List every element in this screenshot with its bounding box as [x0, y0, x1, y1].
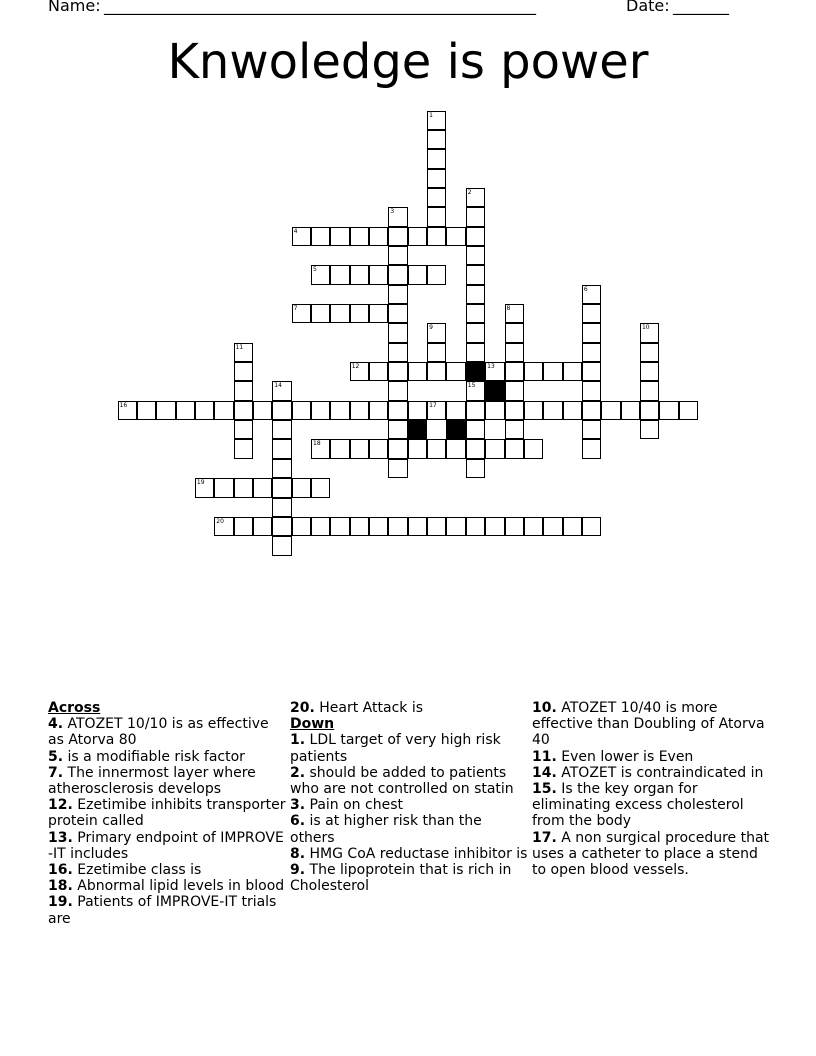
grid-cell[interactable] — [505, 323, 524, 342]
grid-cell[interactable] — [524, 362, 543, 381]
grid-cell[interactable] — [427, 227, 446, 246]
grid-cell[interactable] — [330, 439, 349, 458]
grid-cell[interactable] — [272, 401, 291, 420]
clue-item — [532, 830, 772, 879]
clue-item-number: 1. — [290, 732, 306, 749]
grid-cell[interactable] — [253, 478, 272, 497]
grid-cell[interactable] — [466, 246, 485, 265]
clue-item — [532, 749, 772, 765]
grid-cell[interactable] — [234, 439, 253, 458]
grid-cell[interactable] — [466, 265, 485, 284]
clue-item — [48, 894, 288, 926]
clue-item — [290, 765, 530, 797]
grid-cell[interactable] — [292, 517, 311, 536]
clue-number: 12 — [351, 363, 360, 371]
grid-cell[interactable] — [369, 517, 388, 536]
clue-number: 2 — [467, 188, 472, 196]
grid-cell[interactable] — [234, 478, 253, 497]
grid-cell[interactable] — [388, 285, 407, 304]
clue-column-2 — [290, 700, 530, 894]
clue-item — [290, 813, 530, 845]
grid-cell[interactable] — [330, 401, 349, 420]
grid-cell[interactable] — [543, 362, 562, 381]
grid-cell[interactable] — [369, 227, 388, 246]
grid-cell[interactable] — [582, 439, 601, 458]
grid-cell[interactable] — [505, 381, 524, 400]
black-cell — [408, 420, 427, 439]
clue-item-number: 2. — [290, 764, 306, 781]
grid-cell[interactable] — [524, 401, 543, 420]
clue-column-1 — [48, 700, 288, 927]
clue-number: 8 — [506, 305, 511, 312]
grid-cell[interactable] — [311, 517, 330, 536]
grid-cell[interactable] — [466, 323, 485, 342]
grid-cell[interactable] — [466, 420, 485, 439]
grid-cell[interactable] — [272, 439, 291, 458]
puzzle-title: Knwoledge is power — [167, 34, 649, 90]
grid-cell[interactable] — [466, 304, 485, 323]
grid-cell[interactable] — [466, 517, 485, 536]
grid-cell[interactable] — [427, 265, 446, 284]
clue-number: 6 — [583, 285, 588, 293]
grid-cell[interactable] — [427, 323, 446, 342]
grid-cell[interactable] — [253, 517, 272, 536]
grid-cell[interactable] — [388, 439, 407, 458]
grid-cell[interactable] — [659, 401, 678, 420]
clue-item-text: Even lower is Even — [556, 748, 694, 765]
clue-item-number: 14. — [532, 764, 557, 781]
grid-cell[interactable] — [446, 439, 465, 458]
grid-cell[interactable] — [582, 323, 601, 342]
clue-item-number: 7. — [48, 764, 64, 781]
clue-item-number: 15. — [532, 781, 557, 798]
grid-cell[interactable] — [272, 381, 291, 400]
grid-cell[interactable] — [369, 401, 388, 420]
clue-item — [532, 765, 772, 781]
clue-item-text: Pain on chest — [305, 797, 403, 814]
clue-number: 16 — [119, 401, 128, 409]
grid-cell[interactable] — [292, 478, 311, 497]
grid-cell[interactable] — [640, 362, 659, 381]
clue-item-number: 8. — [290, 845, 306, 862]
grid-cell[interactable] — [311, 304, 330, 323]
clue-item-text: Is the key organ for eliminating excess cholesterol from the body — [532, 781, 744, 830]
grid-cell[interactable] — [311, 265, 330, 284]
grid-cell[interactable] — [582, 401, 601, 420]
grid-cell[interactable] — [466, 343, 485, 362]
grid-cell[interactable] — [214, 517, 233, 536]
grid-cell[interactable] — [408, 439, 427, 458]
grid-cell[interactable] — [505, 439, 524, 458]
clue-number: 5 — [313, 266, 317, 274]
grid-cell[interactable] — [679, 401, 698, 420]
grid-cell[interactable] — [272, 517, 291, 536]
grid-cell[interactable] — [176, 401, 195, 420]
grid-cell[interactable] — [408, 227, 427, 246]
grid-cell[interactable] — [427, 111, 446, 130]
clue-item-number: 4. — [48, 716, 64, 733]
clue-item — [48, 765, 288, 797]
grid-cell[interactable] — [505, 343, 524, 362]
grid-cell[interactable] — [234, 401, 253, 420]
clue-number: 15 — [467, 382, 476, 390]
grid-cell[interactable] — [640, 381, 659, 400]
grid-cell[interactable] — [330, 304, 349, 323]
grid-cell[interactable] — [369, 304, 388, 323]
grid-cell[interactable] — [234, 343, 253, 362]
clue-item-number: 13. — [48, 829, 73, 846]
clue-number: 4 — [293, 227, 298, 235]
clue-item-number: 12. — [48, 797, 73, 814]
clue-item — [532, 781, 772, 830]
grid-cell[interactable] — [466, 207, 485, 226]
grid-cell[interactable] — [640, 420, 659, 439]
grid-cell[interactable] — [427, 343, 446, 362]
clue-item-number: 19. — [48, 894, 73, 911]
clue-item — [290, 846, 530, 862]
name-label: Name: — [48, 0, 101, 15]
clue-item-text: HMG CoA reductase inhibitor is — [305, 845, 528, 862]
grid-cell[interactable] — [427, 362, 446, 381]
grid-cell[interactable] — [408, 362, 427, 381]
clue-item — [290, 862, 530, 894]
clue-item-text: ATOZET 10/40 is more effective than Doubling of Atorva 40 — [532, 700, 765, 749]
grid-cell[interactable] — [466, 285, 485, 304]
clue-item-number: 18. — [48, 878, 73, 895]
grid-cell[interactable] — [582, 420, 601, 439]
grid-cell[interactable] — [330, 517, 349, 536]
grid-cell[interactable] — [388, 304, 407, 323]
grid-cell[interactable] — [388, 265, 407, 284]
grid-cell[interactable] — [272, 459, 291, 478]
clue-number: 10 — [641, 324, 650, 332]
grid-cell[interactable] — [427, 130, 446, 149]
grid-cell[interactable] — [214, 478, 233, 497]
grid-cell[interactable] — [350, 265, 369, 284]
clue-item-text: is at higher risk than the others — [290, 813, 482, 846]
clue-item-number: 6. — [290, 813, 306, 830]
grid-cell[interactable] — [485, 517, 504, 536]
clue-item-text: Heart Attack is — [314, 700, 424, 716]
grid-cell[interactable] — [350, 401, 369, 420]
grid-cell[interactable] — [446, 517, 465, 536]
across-heading: Across — [48, 700, 101, 716]
grid-cell[interactable] — [369, 362, 388, 381]
grid-cell[interactable] — [582, 362, 601, 381]
grid-cell[interactable] — [388, 362, 407, 381]
grid-cell[interactable] — [582, 381, 601, 400]
grid-cell[interactable] — [563, 401, 582, 420]
grid-cell[interactable] — [466, 459, 485, 478]
down-heading: Down — [290, 716, 335, 733]
clue-number: 3 — [390, 208, 395, 216]
grid-cell[interactable] — [408, 517, 427, 536]
name-field[interactable]: ______________________________________________________ — [104, 0, 536, 15]
grid-cell[interactable] — [311, 478, 330, 497]
grid-cell[interactable] — [292, 227, 311, 246]
clue-number: 13 — [487, 363, 495, 371]
grid-cell[interactable] — [446, 362, 465, 381]
grid-cell[interactable] — [485, 401, 504, 420]
grid-cell[interactable] — [524, 517, 543, 536]
clue-item — [290, 797, 530, 813]
grid-cell[interactable] — [446, 227, 465, 246]
grid-cell[interactable] — [466, 401, 485, 420]
clue-item-text: Ezetimibe inhibits transporter protein called — [48, 797, 286, 830]
grid-cell[interactable] — [446, 401, 465, 420]
clue-item-number: 10. — [532, 700, 557, 716]
grid-cell[interactable] — [408, 401, 427, 420]
clue-item — [48, 716, 288, 748]
clue-item — [48, 862, 288, 878]
grid-cell[interactable] — [563, 362, 582, 381]
clue-number: 7 — [293, 305, 298, 312]
grid-cell[interactable] — [195, 478, 214, 497]
clue-item-text: Ezetimibe class is — [72, 862, 202, 879]
clue-item — [290, 700, 530, 716]
clue-item-number: 17. — [532, 829, 557, 846]
grid-cell[interactable] — [350, 362, 369, 381]
grid-cell[interactable] — [466, 227, 485, 246]
grid-cell[interactable] — [427, 169, 446, 188]
clue-item-text: Primary endpoint of IMPROVE -IT includes — [48, 829, 284, 862]
grid-cell[interactable] — [524, 439, 543, 458]
clue-item — [48, 749, 288, 765]
grid-cell[interactable] — [388, 459, 407, 478]
date-label: Date: — [626, 0, 670, 15]
grid-cell[interactable] — [601, 401, 620, 420]
grid-cell[interactable] — [253, 401, 272, 420]
grid-cell[interactable] — [621, 401, 640, 420]
clue-item — [48, 830, 288, 862]
clue-item-text: The innermost layer where atherosclerosis develops — [48, 764, 256, 798]
grid-cell[interactable] — [466, 381, 485, 400]
grid-cell[interactable] — [427, 517, 446, 536]
grid-cell[interactable] — [156, 401, 175, 420]
date-field[interactable]: _______ — [673, 0, 729, 15]
grid-cell[interactable] — [388, 343, 407, 362]
grid-cell[interactable] — [543, 401, 562, 420]
grid-cell[interactable] — [234, 362, 253, 381]
clue-item — [48, 878, 288, 894]
grid-cell[interactable] — [311, 439, 330, 458]
clue-number: 9 — [429, 324, 433, 332]
clue-item — [290, 732, 530, 764]
grid-cell[interactable] — [582, 304, 601, 323]
grid-cell[interactable] — [388, 207, 407, 226]
grid-cell[interactable] — [292, 304, 311, 323]
clue-number: 18 — [313, 440, 321, 448]
grid-cell[interactable] — [466, 439, 485, 458]
grid-cell[interactable] — [369, 439, 388, 458]
grid-cell[interactable] — [543, 517, 562, 536]
clue-item-number: 3. — [290, 797, 306, 814]
grid-cell[interactable] — [311, 227, 330, 246]
grid-cell[interactable] — [195, 401, 214, 420]
clue-item-number: 5. — [48, 748, 64, 765]
clue-column-3 — [532, 700, 772, 878]
grid-cell[interactable] — [330, 227, 349, 246]
grid-cell[interactable] — [466, 188, 485, 207]
clue-item-text: Abnormal lipid levels in blood — [72, 878, 285, 895]
grid-cell[interactable] — [214, 401, 233, 420]
grid-cell[interactable] — [292, 401, 311, 420]
grid-cell[interactable] — [640, 343, 659, 362]
grid-cell[interactable] — [505, 420, 524, 439]
grid-cell[interactable] — [485, 362, 504, 381]
grid-cell[interactable] — [427, 401, 446, 420]
clue-item-text: ATOZET 10/10 is as effective as Atorva 80 — [48, 716, 269, 749]
clue-number: 19 — [196, 479, 205, 487]
clue-item-number: 11. — [532, 748, 557, 765]
grid-cell[interactable] — [427, 149, 446, 168]
clue-number: 1 — [429, 111, 433, 119]
grid-cell[interactable] — [272, 478, 291, 497]
grid-cell[interactable] — [137, 401, 156, 420]
grid-cell[interactable] — [350, 517, 369, 536]
grid-cell[interactable] — [505, 517, 524, 536]
black-cell — [446, 420, 465, 439]
clue-item-number: 16. — [48, 862, 73, 879]
grid-cell[interactable] — [350, 227, 369, 246]
grid-cell[interactable] — [582, 285, 601, 304]
grid-cell[interactable] — [118, 401, 137, 420]
grid-cell[interactable] — [427, 207, 446, 226]
black-cell — [466, 362, 485, 381]
grid-cell[interactable] — [505, 401, 524, 420]
grid-cell[interactable] — [427, 439, 446, 458]
clue-item — [48, 797, 288, 829]
grid-cell[interactable] — [272, 536, 291, 555]
grid-cell[interactable] — [350, 439, 369, 458]
grid-cell[interactable] — [640, 323, 659, 342]
clue-item-number: 9. — [290, 862, 306, 879]
clue-item-text: The lipoprotein that is rich in Cholesterol — [290, 862, 512, 895]
clue-item-text: is a modifiable risk factor — [63, 748, 245, 765]
grid-cell[interactable] — [272, 498, 291, 517]
grid-cell[interactable] — [427, 188, 446, 207]
clue-number: 11 — [235, 343, 244, 351]
grid-cell[interactable] — [505, 362, 524, 381]
grid-cell[interactable] — [388, 323, 407, 342]
grid-cell[interactable] — [388, 420, 407, 439]
black-cell — [485, 381, 504, 400]
clue-number: 20 — [216, 517, 224, 525]
grid-cell[interactable] — [234, 381, 253, 400]
grid-cell[interactable] — [582, 343, 601, 362]
grid-cell[interactable] — [388, 227, 407, 246]
grid-cell[interactable] — [388, 381, 407, 400]
clue-item-text: ATOZET is contraindicated in — [556, 764, 764, 781]
clue-item-number: 20. — [290, 700, 315, 716]
grid-cell[interactable] — [234, 420, 253, 439]
grid-cell[interactable] — [640, 401, 659, 420]
grid-cell[interactable] — [388, 246, 407, 265]
grid-cell[interactable] — [388, 517, 407, 536]
grid-cell[interactable] — [369, 265, 388, 284]
clue-item-text: A non surgical procedure that uses a catheter to place a stend to open blood vessels. — [532, 829, 770, 879]
grid-cell[interactable] — [408, 265, 427, 284]
grid-cell[interactable] — [234, 517, 253, 536]
grid-cell[interactable] — [311, 401, 330, 420]
grid-cell[interactable] — [350, 304, 369, 323]
clue-item-text: Patients of IMPROVE-IT trials are — [48, 894, 277, 927]
grid-cell[interactable] — [272, 420, 291, 439]
grid-cell[interactable] — [388, 401, 407, 420]
grid-cell[interactable] — [563, 517, 582, 536]
grid-cell[interactable] — [582, 517, 601, 536]
grid-cell[interactable] — [505, 304, 524, 323]
clue-number: 14 — [274, 382, 282, 390]
clue-number: 17 — [429, 401, 437, 409]
grid-cell[interactable] — [330, 265, 349, 284]
clue-item-text: LDL target of very high risk patients — [290, 732, 501, 765]
grid-cell[interactable] — [485, 439, 504, 458]
clue-item — [532, 700, 772, 749]
clue-item-text: should be added to patients who are not controlled on statin — [290, 764, 514, 798]
